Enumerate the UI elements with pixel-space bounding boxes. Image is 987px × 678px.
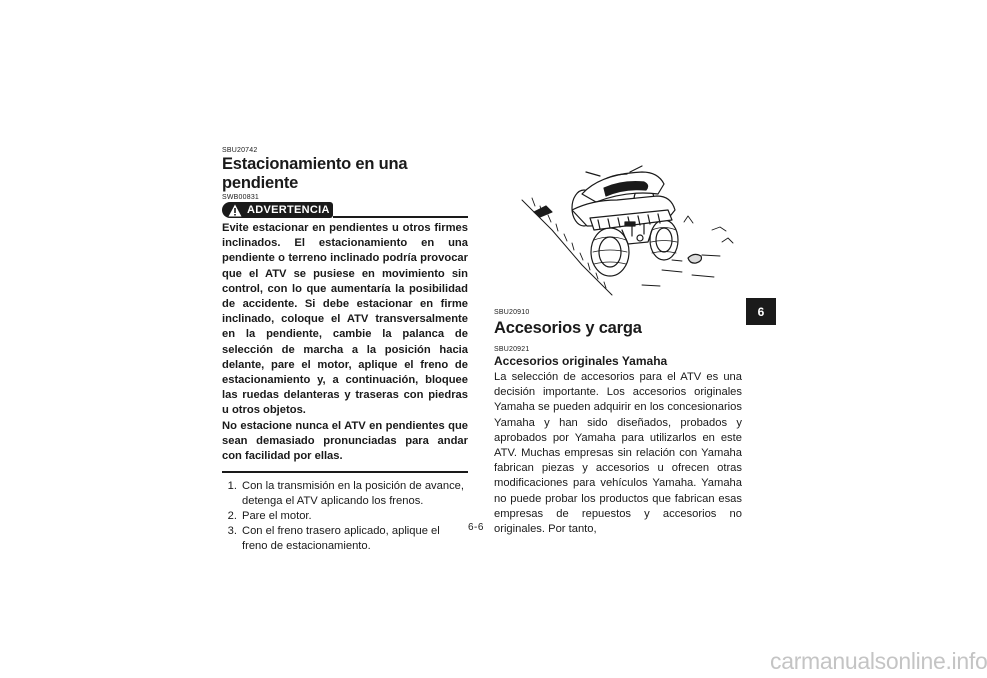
watermark: carmanualsonline.info (770, 648, 987, 674)
left-column (222, 147, 468, 554)
body-paragraph: La selección de accesorios para el ATV es una decisión importante. Los accesorios originales Yamaha se pueden adquirir en los concesionarios Yamaha y han sido diseñados, probados y aprobados por Yamaha para utilizarlos en este ATV. Muchas empresas sin relación con Yamaha fabrican piezas y accesorios u ofrecen otras modificaciones para vehículos Yamaha. Yamaha no puede probar los productos que fabrican esas empresas de repuestos y accesorios no originales. Por tanto, (494, 371, 742, 536)
warning-paragraph: No estacione nunca el ATV en pendientes que sean demasiado pronunciadas para andar con facilidad por ellas. (222, 419, 468, 463)
list-item: 1. Con la transmisión en la posición de avance, detenga el ATV aplicando los frenos. (227, 480, 465, 508)
section-title: Accesorios y carga (494, 319, 642, 337)
atv-parked-on-slope-illustration (512, 160, 742, 302)
list-item: 2. Pare el motor. (227, 510, 312, 523)
section-title: Estacionamiento en una pendiente (222, 155, 408, 192)
warning-body (222, 221, 468, 464)
warning-label: ADVERTENCIA (247, 204, 330, 216)
right-column (494, 309, 742, 537)
steps-list (222, 479, 468, 554)
warning-rule-bottom (222, 471, 468, 473)
section-code: SBU20910 (494, 309, 530, 316)
list-item: 3. Con el freno trasero aplicado, aplique el freno de estacionamiento. (227, 525, 440, 553)
warning-paragraph: Evite estacionar en pendientes u otros firmes inclinados. El estacionamiento en una pendiente o terreno inclinado podría provocar que el ATV se pusiese en movimiento sin control, con lo que aumentaría la posibilidad de accidente. Si debe estacionar en firme inclinado, coloque el ATV transversalmente en la pendiente, cambie la palanca de selección de marcha a la posición hacia delante, pare el motor, aplique el freno de estacionamiento y, a continuación, bloquee las ruedas delanteras y traseras con piedras u otros objetos. (222, 222, 468, 417)
section-code: SBU20742 (222, 147, 258, 154)
subsection-title: Accesorios originales Yamaha (494, 354, 668, 368)
warning-code: SWB00831 (222, 194, 260, 201)
warning-badge (222, 202, 333, 218)
subsection-code: SBU20921 (494, 346, 530, 353)
warning-rule-top (333, 216, 468, 218)
chapter-tab: 6 (746, 298, 776, 325)
warning-header (222, 202, 468, 218)
page-number: 6-6 (468, 522, 484, 533)
warning-triangle-icon (228, 204, 242, 217)
